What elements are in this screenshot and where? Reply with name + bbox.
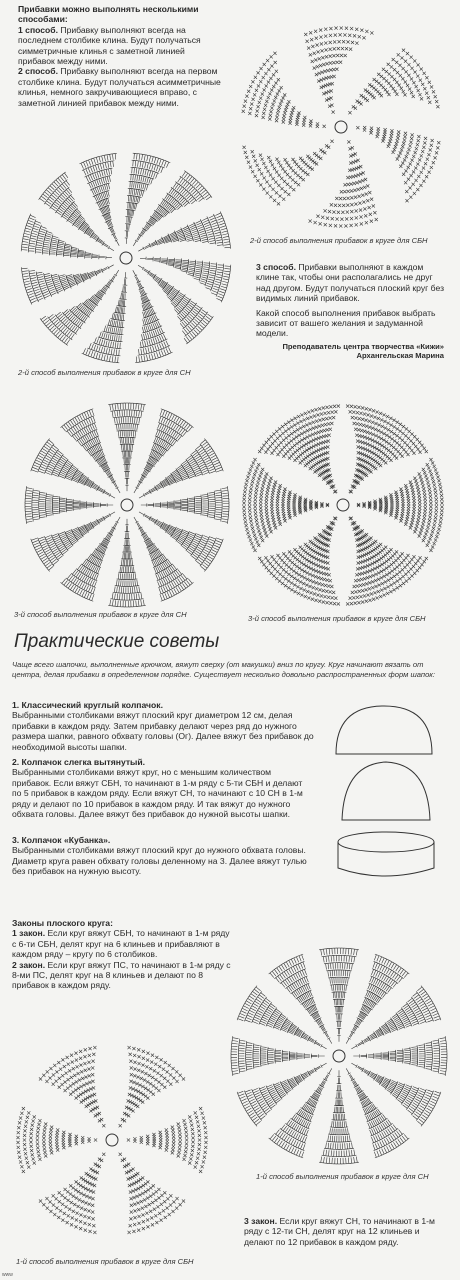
law1-label: 1 закон.: [12, 928, 46, 939]
way3-text: Прибавки выполняют в каждом клине так, чтобы они располагались не друг над другом. Будут получаться плоский круг без видимых линий прибавок.: [256, 262, 445, 304]
law2-text: Если круг вяжут ПС, то начинают в 1-м ряду с 8-ми ПС, делят круг на 8 клиньев и делают по 8 прибавок в каждом ряду.: [12, 959, 231, 991]
caption-sbn-way2: 2-й способ выполнения прибавок в круге для СБН: [250, 236, 428, 245]
laws-head: Законы плоского круга:: [12, 918, 113, 928]
section2-text: Выбранными столбиками вяжут круг, но с меньшим количеством прибавок. Если вяжут СБН, то начинают в 1-м ряду с 5-ти СБН и делают по 5 прибавок в каждом ряду. Если вяжут СН, то начинают с 10 СН в 1-м ряду и делают по 10 прибавок в каждом ряду. И так вяжут до нужного обхвата головы. Далее вяжут без прибавок до нужной высоты шапки.: [12, 767, 303, 820]
author-line2: Архангельская Марина: [356, 351, 444, 361]
intro-heading: Прибавки можно выполнять несколькими способами:: [18, 4, 199, 25]
diagram-sn-way1: [228, 945, 450, 1167]
law2-label: 2 закон.: [12, 959, 46, 970]
practical-title: Практические советы: [14, 631, 220, 652]
diagram-sbn-way3: [238, 400, 448, 610]
author-line1: Преподаватель центра творчества «Кижи»: [282, 341, 444, 351]
caption-sbn-way1: 1-й способ выполнения прибавок в круге для СБН: [16, 1257, 194, 1266]
hat-shapes: [328, 700, 448, 880]
section-classic-cap: [12, 700, 327, 752]
diagram-sbn-way2-top: [236, 22, 446, 232]
corner-mark: www: [2, 1272, 13, 1278]
practical-intro: Чаще всего шапочки, выполненные крючком, вяжут сверху (от макушки) вниз по кругу. Круг начинают вязать от центра, делая прибавки в определенном порядке. Существует несколько довольно распространенных форм шапок:: [12, 660, 435, 679]
way3-paragraph: [256, 262, 444, 304]
law3-label: 3 закон.: [244, 1216, 278, 1226]
way3-question: Какой способ выполнения прибавок выбрать зависит от вашего желания и задуманной модели.: [256, 307, 436, 339]
intro-block: [18, 4, 223, 108]
way1-paragraph: [18, 25, 223, 67]
way2-label: 2 способ.: [18, 66, 58, 77]
law3-block: [244, 1216, 448, 1247]
laws-block: [12, 918, 234, 991]
way2-paragraph: [18, 66, 223, 108]
elongated-cap-shape: [342, 762, 430, 820]
section1-text: Выбранными столбиками вяжут плоский круг диаметром 12 см, делая прибавки в каждом ряду. Затем прибавку делают через ряд до нужного размера шапки, равного обхвату головы (Ог). Далее вяжут без прибавок до необходимой высоты шапки.: [12, 710, 314, 752]
diagram-sbn-way1: [12, 1040, 212, 1240]
diagram-sn-way2: [18, 150, 234, 366]
author-signature: [256, 342, 444, 361]
caption-sn-way1: 1-й способ выполнения прибавок в круге для СН: [256, 1172, 429, 1181]
way3-label: 3 способ.: [256, 262, 296, 272]
diagram-sn-way3: [22, 400, 232, 610]
caption-sn-way3: 3-й способ выполнения прибавок в круге для СН: [14, 610, 187, 619]
way1-label: 1 способ.: [18, 24, 58, 35]
kubanka-shape: [338, 832, 434, 876]
law3-text: Если круг вяжут СН, то начинают в 1-м ряду с 12-ти СН, делят круг на 12 клиньев и делают по 12 прибавок в каждом ряду.: [244, 1216, 435, 1247]
section3-head: 3. Колпачок «Кубанка».: [12, 835, 111, 845]
section3-text: Выбранными столбиками вяжут плоский круг до нужного обхвата головы. Диаметр круга равен обхвату головы деленному на 3. Далее вяжут тулью без прибавок на нужную высоту.: [12, 845, 307, 877]
round-cap-shape: [336, 706, 432, 754]
way3-block: [256, 262, 444, 361]
way1-text: Прибавку выполняют всегда на последнем столбике клина. Будут получаться симметричные клинья с заметной линией прибавок между ними.: [18, 24, 201, 67]
law1-paragraph: [12, 928, 234, 959]
caption-sbn-way3: 3-й способ выполнения прибавок в круге для СБН: [248, 614, 426, 623]
law2-paragraph: [12, 960, 234, 991]
section-kubanka: [12, 835, 312, 877]
way2-text: Прибавку выполняют всегда на первом столбике клина. Будут получаться асимметричные клинья, немного закручивающиеся вправо, с заметной линией прибавок между ними.: [18, 66, 221, 108]
section-elongated-cap: [12, 757, 312, 819]
section2-head: 2. Колпачок слегка вытянутый.: [12, 757, 146, 767]
law1-text: Если круг вяжут СБН, то начинают в 1-м ряду с 6-ти СБН, делят круг на 6 клиньев и прибавляют в каждом ряду – кругу по 6 столбиков.: [12, 928, 230, 960]
caption-sn-way2: 2-й способ выполнения прибавок в круге для СН: [18, 368, 191, 377]
section1-head: 1. Классический круглый колпачок.: [12, 700, 163, 710]
